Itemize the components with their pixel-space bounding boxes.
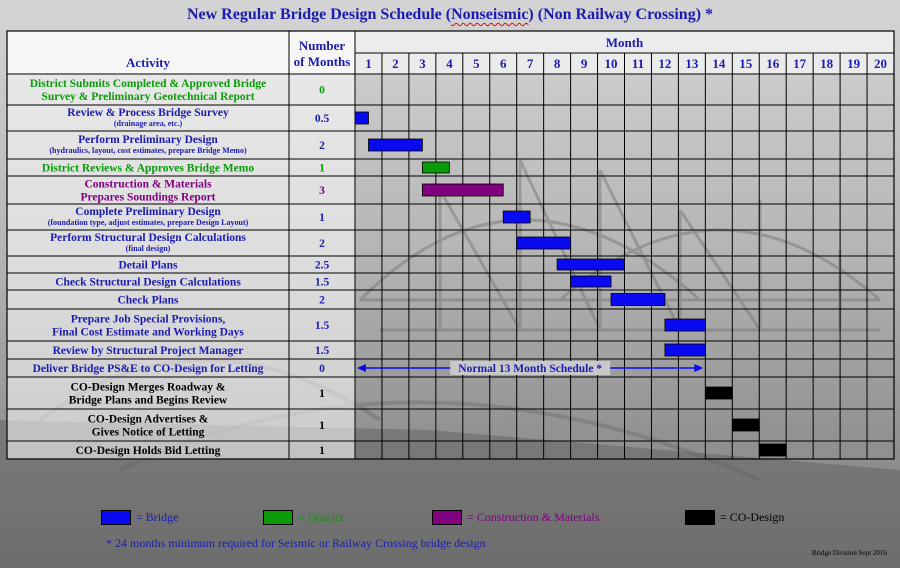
months-count: 0 — [319, 363, 325, 375]
months-count: 1 — [319, 420, 325, 432]
months-count: 0 — [319, 84, 325, 97]
legend-bridge — [101, 508, 178, 526]
footnote: * 24 months minimum required for Seismic or Railway Crossing bridge design — [106, 536, 486, 550]
months-count: 1.5 — [314, 345, 330, 357]
months-count: 0.5 — [314, 113, 330, 125]
month-group-header: Month — [605, 35, 644, 50]
months-header: of Months — [293, 54, 351, 69]
months-count: 1 — [319, 388, 325, 400]
activity-label: Construction & Materials — [84, 178, 212, 191]
activity-sublabel: (foundation type, adjust estimates, prepare Design Layout) — [47, 218, 249, 227]
activity-label: Prepare Job Special Provisions, — [70, 313, 226, 326]
activity-label: Prepares Soundings Report — [80, 191, 216, 204]
months-count: 1 — [319, 212, 325, 224]
legend-construction-label: = Construction & Materials — [467, 509, 600, 524]
months-count: 2 — [319, 238, 325, 250]
activity-label: Bridge Plans and Begins Review — [68, 394, 228, 407]
month-tick-label: 5 — [473, 56, 480, 71]
activity-label: Complete Preliminary Design — [75, 206, 221, 218]
month-tick-label: 9 — [580, 56, 588, 71]
activity-label: Perform Structural Design Calculations — [50, 232, 246, 244]
month-tick-label: 12 — [658, 56, 672, 71]
month-tick-label: 17 — [793, 56, 807, 71]
task-bar — [422, 162, 449, 173]
month-tick-label: 1 — [365, 56, 372, 71]
activity-label: Review by Structural Project Manager — [52, 345, 244, 357]
months-count: 1.5 — [314, 276, 330, 289]
schedule-arrow-head-right — [694, 364, 703, 372]
month-tick-label: 4 — [446, 56, 453, 71]
legend-district-label: = District — [298, 509, 344, 524]
task-bar — [368, 139, 422, 151]
month-tick-label: 7 — [526, 56, 534, 71]
activity-sublabel: (hydraulics, layout, cost estimates, prepare Bridge Memo) — [49, 146, 247, 155]
legend-bridge-swatch — [101, 510, 131, 525]
month-tick-label: 13 — [685, 56, 699, 71]
activity-sublabel: (final design) — [125, 244, 171, 253]
months-count: 2 — [319, 294, 325, 307]
month-tick-label: 10 — [604, 56, 618, 71]
task-bar — [732, 419, 759, 431]
months-count: 2 — [319, 140, 325, 152]
month-tick-label: 19 — [847, 56, 861, 71]
activity-label: CO-Design Holds Bid Letting — [75, 445, 221, 457]
legend-construction — [432, 508, 599, 526]
months-count: 2.5 — [314, 259, 330, 272]
month-tick-label: 15 — [739, 56, 753, 71]
month-tick-label: 6 — [499, 56, 507, 71]
activity-sublabel: (drainage area, etc.) — [113, 119, 183, 128]
month-tick-label: 16 — [766, 56, 780, 71]
task-bar — [503, 211, 530, 223]
month-tick-label: 20 — [874, 56, 888, 71]
activity-label: CO-Design Merges Roadway & — [70, 381, 226, 394]
months-header: Number — [298, 38, 346, 53]
legend-co-design-swatch — [685, 510, 715, 525]
month-tick-label: 8 — [553, 56, 561, 71]
months-count: 1.5 — [314, 320, 330, 332]
activity-label: Detail Plans — [118, 259, 178, 272]
activity-label: District Reviews & Approves Bridge Memo — [41, 162, 255, 175]
activity-label: CO-Design Advertises & — [87, 413, 209, 426]
legend-bridge-label: = Bridge — [136, 509, 179, 524]
task-bar — [355, 112, 368, 124]
activity-label: District Submits Completed & Approved Bridge — [29, 78, 267, 90]
legend-co-design — [685, 508, 784, 526]
activity-label: Gives Notice of Letting — [91, 426, 205, 439]
activity-label: Deliver Bridge PS&E to CO-Design for Letting — [32, 363, 264, 375]
task-bar — [557, 259, 624, 270]
month-tick-label: 11 — [631, 56, 645, 71]
legend-district-swatch — [263, 510, 293, 525]
month-tick-label: 14 — [712, 56, 726, 71]
month-tick-label: 2 — [392, 56, 399, 71]
task-bar — [611, 294, 665, 306]
activity-label: Check Structural Design Calculations — [55, 276, 241, 289]
legend-construction-swatch — [432, 510, 462, 525]
months-count: 1 — [319, 445, 325, 457]
legend-co-design-label: = CO-Design — [720, 509, 785, 524]
task-bar — [705, 387, 732, 399]
activity-label: Survey & Preliminary Geotechnical Report — [41, 91, 255, 103]
task-bar — [517, 237, 571, 249]
annotation-label: Normal 13 Month Schedule * — [458, 363, 603, 375]
page-title: New Regular Bridge Design Schedule (Nonseismic) (Non Railway Crossing) * — [186, 6, 714, 23]
months-count: 3 — [319, 185, 325, 197]
activity-label: Final Cost Estimate and Working Days — [52, 326, 244, 339]
legend-district — [263, 508, 344, 526]
task-bar — [571, 276, 611, 287]
month-tick-label: 3 — [419, 56, 426, 71]
task-bar — [422, 184, 503, 196]
credit-text: Bridge Division Sept 2016 — [812, 549, 887, 557]
activity-header: Activity — [125, 55, 171, 70]
task-bar — [665, 344, 705, 356]
task-bar — [759, 444, 786, 456]
activity-label: Perform Preliminary Design — [78, 134, 218, 146]
activity-label: Review & Process Bridge Survey — [67, 107, 229, 119]
month-tick-label: 18 — [820, 56, 834, 71]
activity-label: Check Plans — [117, 294, 179, 307]
task-bar — [665, 319, 705, 331]
schedule-arrow-head-left — [357, 364, 366, 372]
months-count: 1 — [319, 162, 325, 175]
